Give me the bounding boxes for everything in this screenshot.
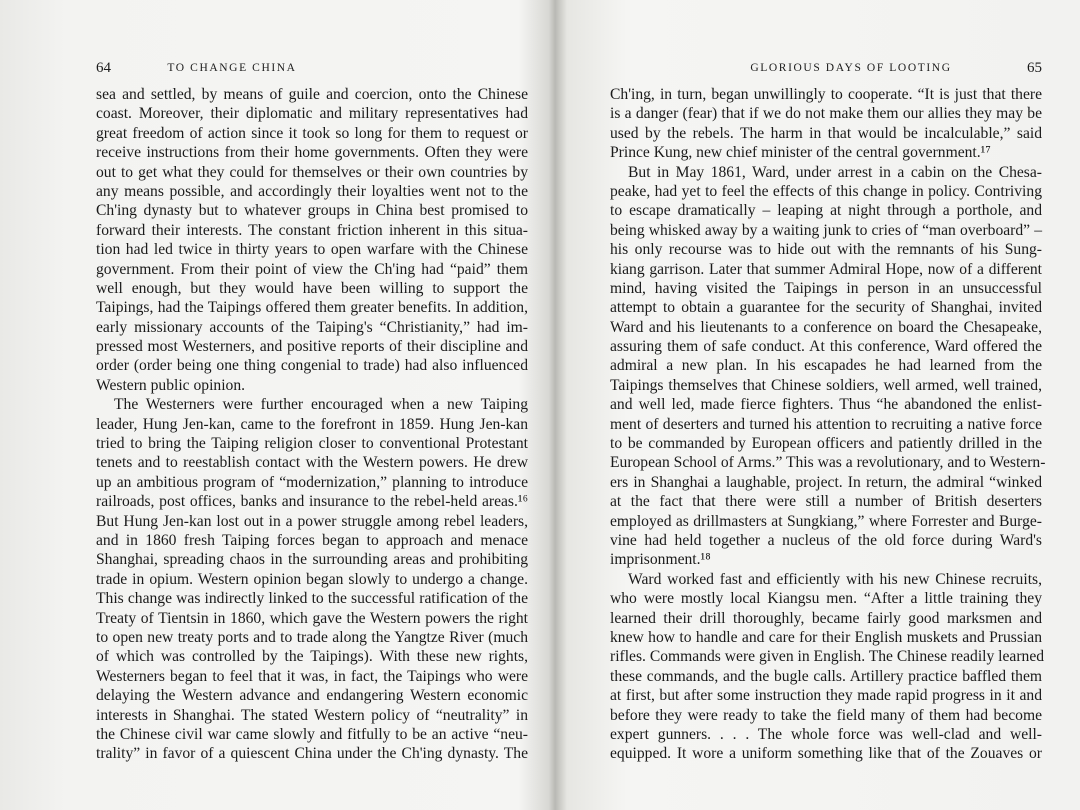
text-line: used by the rebels. The harm in that would be incalculable,” said [610,124,1042,142]
text-line: trality” in favor of a quiescent China under the Ch'ing dynasty. The [96,745,528,763]
text-line: knew how to handle and care for their English muskets and Prussian [610,628,1042,646]
text-line: The Westerners were further encouraged when a new Taiping [114,396,528,414]
text-line: to escape dramatically – leaping at night through a porthole, and [610,202,1042,220]
text-line: learned their drill thoroughly, became fairly good marksmen and [610,609,1042,627]
right-page-number: 65 [1027,60,1042,76]
left-running-head: TO CHANGE CHINA [167,62,297,74]
text-line: and in 1860 fresh Taiping forces began to approach and menace [96,531,528,549]
text-line: delaying the Western advance and endangering Western economic [96,687,528,705]
right-page-header [610,60,1042,80]
left-page-header [96,60,528,80]
text-line: the Chinese civil war came slowly and fitfully to be an active “neu- [96,725,528,743]
text-line: forward their interests. The constant friction inherent in this situa- [96,221,528,239]
text-line: any means possible, and accordingly their loyalties went not to the [96,182,528,200]
text-line: sea and settled, by means of guile and coercion, onto the Chinese [96,86,528,103]
text-line: Prince Kung, new chief minister of the central government.¹⁷ [610,144,991,162]
text-line: Taipings, had the Taipings offered them greater benefits. In addition, [96,299,528,317]
text-line: Western public opinion. [96,376,246,394]
text-line: Ch'ing, in turn, began unwillingly to cooperate. “It is just that there [610,86,1042,103]
text-line: early missionary accounts of the Taiping's “Christianity,” had im- [96,318,528,336]
right-running-head: GLORIOUS DAYS OF LOOTING [750,62,952,74]
text-line: coast. Moreover, their diplomatic and military representatives had [96,105,528,123]
right-page-body-text [610,85,1046,764]
text-line: expert gunners. . . . The whole force was well-clad and well- [610,725,1042,743]
text-line: imprisonment.¹⁸ [610,551,711,569]
text-line: of which was controlled by the Taipings). With these new rights, [96,648,528,666]
text-line: This change was indirectly linked to the successful ratification of the [96,590,528,608]
text-line: Westerners began to feel that it was, in fact, the Taipings who were [96,667,528,685]
text-line: up an ambitious program of “modernization,” planning to introduce [96,473,528,491]
text-line: to be commanded by European officers and patiently drilled in the [610,435,1042,453]
text-line: tion had led twice in thirty years to open warfare with the Chinese [96,241,528,259]
text-line: being whisked away by a waiting junk to cries of “man overboard” – [610,221,1042,239]
text-line: attempt to obtain a guarantee for the security of Shanghai, invited [610,299,1042,317]
text-line: ment of deserters and turned his attention to recruiting a native force [610,415,1042,433]
left-page-body-text [96,85,528,764]
text-line: at the fact that there were still a number of British deserters [610,493,1042,511]
text-line: out to get what they could for themselves or their own countries by [96,163,528,181]
text-line: Shanghai, spreading chaos in the surrounding areas and prohibiting [96,551,528,569]
text-line: is a danger (fear) that if we do not make them our allies they may be [610,105,1042,123]
text-line: trade in opium. Western opinion began slowly to undergo a change. [96,570,528,588]
text-line: at first, but after some instruction they made rapid progress in it and [610,687,1042,705]
text-line: these commands, and the bugle calls. Artillery practice baffled them [610,667,1042,685]
text-line: Treaty of Tientsin in 1860, which gave the Western powers the right [96,609,528,627]
text-line: ers in Shanghai a laughable, project. In return, the admiral “winked [610,473,1042,491]
text-line: well enough, but they would have been willing to support the [96,279,528,297]
text-line: kiang garrison. Later that summer Admiral Hope, now of a different [610,260,1042,278]
text-line: interests in Shanghai. The stated Western policy of “neutrality” in [96,706,528,724]
text-line: to open new treaty ports and to trade along the Yangtze River (much [96,628,528,646]
text-line: order (order being one thing congenial to trade) had also influenced [96,357,528,375]
text-line: peake, had yet to feel the effects of this change in policy. Contriving [610,182,1042,200]
left-page-number: 64 [96,60,111,76]
right-page [548,0,1080,810]
text-line: vine had held together a nucleus of the old force during Ward's [610,531,1042,549]
text-line: European School of Arms.” This was a revolutionary, and to Western- [610,454,1046,472]
text-line: assuring them of safe conduct. At this conference, Ward offered the [610,338,1042,356]
text-line: receive instructions from their home governments. Often they were [96,144,528,162]
text-line: Ward worked fast and efficiently with his new Chinese recruits, [628,570,1042,588]
text-line: railroads, post offices, banks and insurance to the rebel-held areas.¹⁶ [96,493,528,511]
text-line: government. From their point of view the Ch'ing had “paid” them [96,260,528,278]
text-line: Ward and his lieutenants to a conference on board the Chesapeake, [610,318,1042,336]
text-line: Ch'ing dynasty but to whatever groups in China best promised to [96,202,528,220]
text-line: who were mostly local Kiangsu men. “After a little training they [610,590,1042,608]
text-line: equipped. It wore a uniform something like that of the Zouaves or [610,745,1042,763]
text-line: tried to bring the Taiping religion closer to conventional Protestant [96,435,528,453]
text-line: employed as drillmasters at Sungkiang,” where Forrester and Burge- [610,512,1042,530]
text-line: great freedom of action since it took so long for them to request or [96,124,528,142]
text-line: admiral a new plan. In his escapades he had learned from the [610,357,1042,375]
text-line: But Hung Jen-kan lost out in a power struggle among rebel leaders, [96,512,528,530]
text-line: But in May 1861, Ward, under arrest in a cabin on the Chesa- [628,163,1042,181]
text-line: Taipings themselves that Chinese soldiers, well armed, well trained, [610,376,1042,394]
text-line: before they were ready to take the field many of them had become [610,706,1042,724]
text-line: and well led, made fierce fighters. Thus “he abandoned the enlist- [610,396,1042,414]
text-line: rifles. Commands were given in English. The Chinese readily learned [610,648,1045,666]
text-line: mind, having visited the Taipings in person in an unsuccessful [610,279,1042,297]
text-line: his only recourse was to hide out with the remnants of his Sung- [610,241,1042,259]
text-line: tenets and to reestablish contact with the Western powers. He drew [96,454,528,472]
text-line: leader, Hung Jen-kan, came to the forefront in 1859. Hung Jen-kan [96,415,528,433]
text-line: pressed most Westerners, and positive reports of their discipline and [96,338,528,356]
